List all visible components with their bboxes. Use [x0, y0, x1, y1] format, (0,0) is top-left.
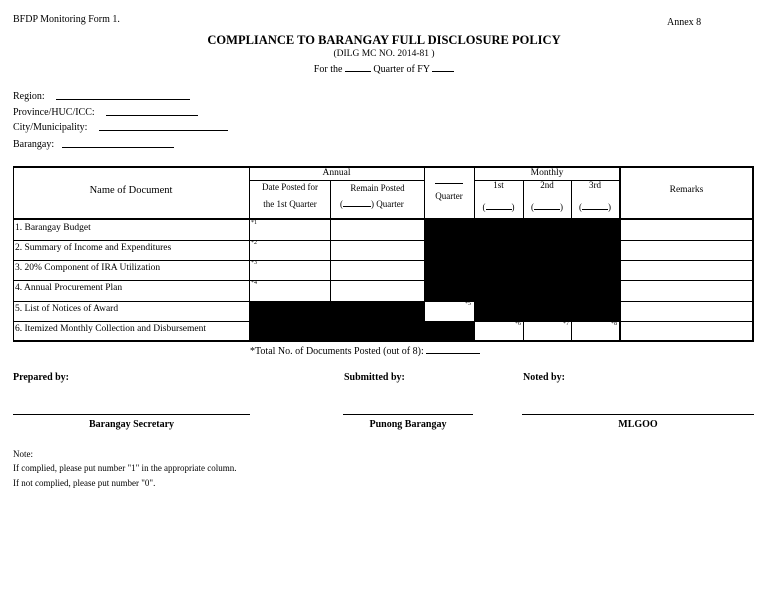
region-field[interactable] — [56, 99, 190, 100]
punong-title: Punong Barangay — [369, 419, 447, 430]
col-remain-quarter: Quarter — [376, 199, 404, 209]
col-annual: Annual — [322, 168, 351, 178]
total-label: *Total No. of Documents Posted (out of 8): — [250, 346, 424, 357]
quarter-line — [0, 64, 768, 75]
col-3rd: 3rd — [589, 180, 601, 190]
prepared-by-label: Prepared by: — [13, 372, 70, 383]
table-row-label: 2. Summary of Income and Expenditures — [15, 243, 172, 253]
barangay-field[interactable] — [62, 147, 174, 148]
col-name-of-document: Name of Document — [89, 185, 173, 196]
table-row-label: 6. Itemized Monthly Collection and Disbursement — [15, 324, 207, 334]
col-2nd: 2nd — [540, 180, 554, 190]
month-2-input[interactable]: ( ) — [531, 202, 563, 212]
note-line-1: If complied, please put number "1" in the appropriate column. — [13, 463, 237, 473]
quarter-blank-header[interactable] — [424, 177, 474, 187]
col-quarter: Quarter — [435, 191, 463, 201]
barangay-label: Barangay: — [13, 139, 55, 150]
remain-quarter-input[interactable]: ( ) Quarter — [340, 199, 404, 209]
month-3-input[interactable]: ( ) — [579, 202, 611, 212]
submitted-by-label: Submitted by: — [344, 372, 405, 383]
total-documents — [250, 346, 480, 357]
mark-3: *3 — [251, 260, 257, 266]
noted-by-label: Noted by: — [523, 372, 565, 383]
table-row-label: 4. Annual Procurement Plan — [15, 283, 123, 293]
secretary-signature-line[interactable] — [13, 414, 250, 415]
mark-8: *8 — [611, 321, 617, 327]
table-row-label: 3. 20% Component of IRA Utilization — [15, 263, 161, 273]
mark-7: *7 — [563, 321, 569, 327]
punong-signature-line[interactable] — [343, 414, 473, 415]
table-row-label: 5. List of Notices of Award — [15, 304, 119, 314]
note-heading: Note: — [13, 449, 33, 459]
col-remarks: Remarks — [669, 185, 704, 195]
total-field[interactable] — [426, 353, 480, 354]
col-remain-posted: Remain Posted — [350, 183, 405, 193]
shaded-block — [474, 301, 620, 321]
mlgoo-signature-line[interactable] — [522, 414, 754, 415]
document-subtitle: (DILG MC NO. 2014-81 ) — [333, 49, 435, 59]
table-row-label: 1. Barangay Budget — [15, 223, 91, 233]
mark-2: *2 — [251, 240, 257, 246]
compliance-table — [13, 166, 754, 342]
col-date-posted-2: the 1st Quarter — [263, 199, 317, 209]
city-field[interactable] — [99, 130, 228, 131]
secretary-title: Barangay Secretary — [88, 419, 175, 430]
month-1-input[interactable]: ( ) — [482, 202, 515, 212]
annex-label: Annex 8 — [667, 17, 702, 28]
quarter-line-prefix: For the — [313, 64, 343, 75]
col-1st: 1st — [493, 180, 504, 190]
mark-5: *5 — [465, 301, 471, 307]
col-monthly: Monthly — [530, 168, 564, 178]
quarter-blank[interactable] — [345, 71, 371, 72]
mlgoo-title: MLGOO — [618, 419, 658, 430]
mark-4: *4 — [251, 280, 257, 286]
province-field[interactable] — [106, 115, 198, 116]
region-label: Region: — [13, 91, 45, 102]
note-line-2: If not complied, please put number "0". — [13, 478, 156, 488]
province-label: Province/HUC/ICC: — [13, 107, 95, 118]
city-label: City/Municipality: — [13, 122, 88, 133]
fy-blank[interactable] — [432, 71, 454, 72]
document-title: COMPLIANCE TO BARANGAY FULL DISCLOSURE POLICY — [207, 33, 561, 47]
shaded-block — [424, 321, 474, 342]
mark-6: *6 — [515, 321, 521, 327]
form-id: BFDP Monitoring Form 1. — [13, 14, 120, 25]
mark-1: *1 — [251, 220, 257, 226]
quarter-line-mid: Quarter of FY — [373, 64, 430, 75]
col-date-posted-1: Date Posted for — [262, 182, 318, 192]
